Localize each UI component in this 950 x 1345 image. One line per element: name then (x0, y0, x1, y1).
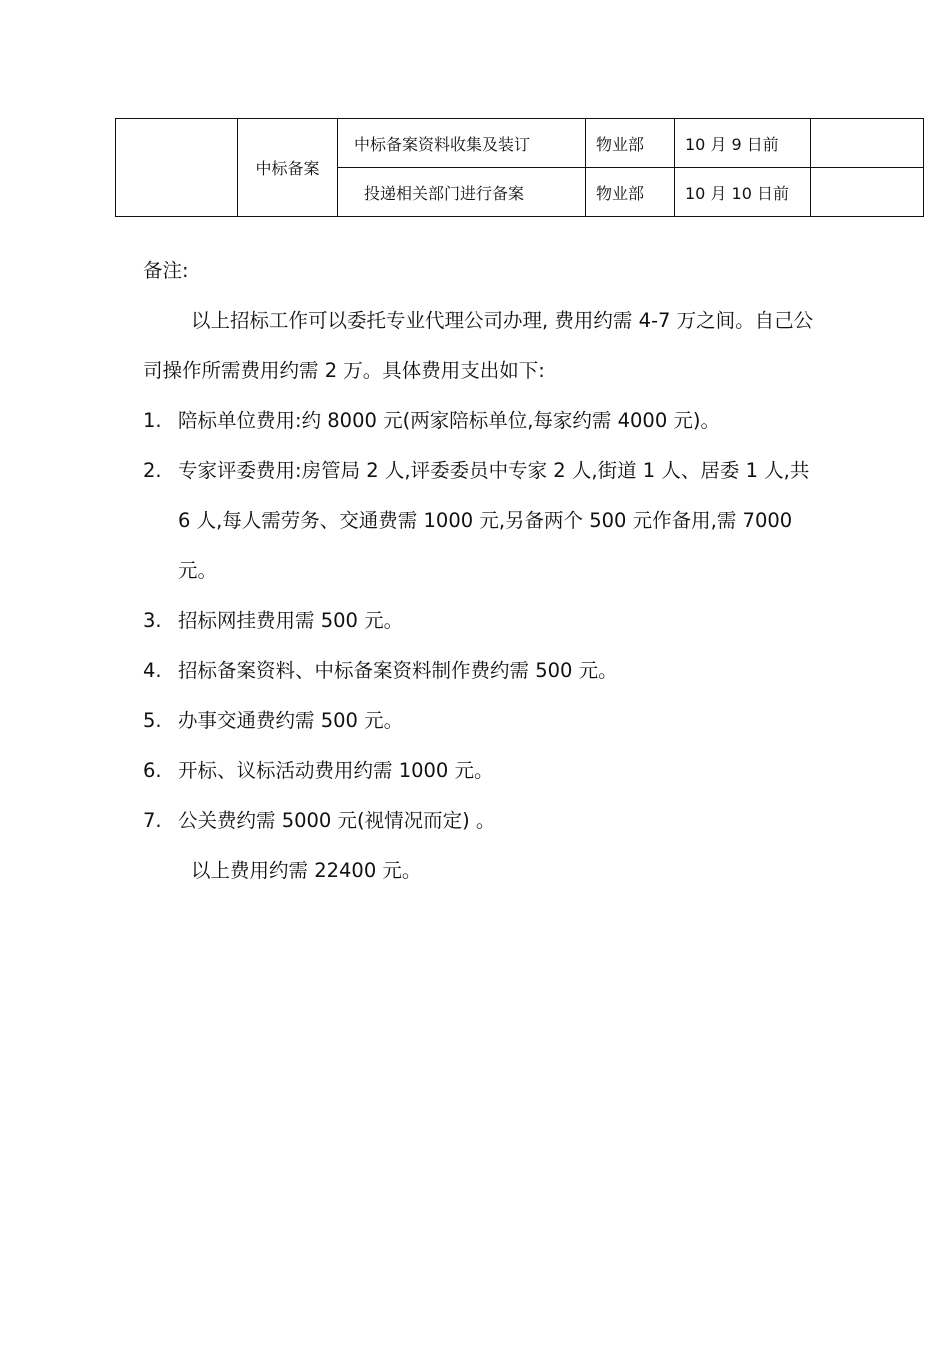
item-text: 办事交通费约需 500 元。 (178, 709, 404, 732)
department-cell: 物业部 (586, 119, 675, 168)
item-number: 7. (143, 809, 162, 832)
extra-cell (811, 168, 924, 217)
stage-cell: 中标备案 (238, 119, 338, 217)
item-number: 6. (143, 759, 162, 782)
list-item (143, 396, 823, 446)
list-item (143, 446, 823, 596)
item-text: 陪标单位费用:约 8000 元(两家陪标单位,每家约需 4000 元)。 (178, 409, 721, 432)
list-item (143, 646, 823, 696)
notes-section (143, 246, 823, 896)
list-item (143, 596, 823, 646)
task-cell: 中标备案资料收集及装订 (338, 119, 586, 168)
department-cell: 物业部 (586, 168, 675, 217)
deadline-cell: 10 月 9 日前 (675, 119, 811, 168)
table-row (116, 119, 924, 168)
list-item (143, 746, 823, 796)
item-number: 3. (143, 609, 162, 632)
item-text: 专家评委费用:房管局 2 人,评委委员中专家 2 人,街道 1 人、居委 1 人,共 6 人,每人需劳务、交通费需 1000 元,另备两个 500 元作备用,需 7000 元。 (178, 459, 810, 582)
table-cell-empty (116, 119, 238, 217)
total-line: 以上费用约需 22400 元。 (191, 859, 422, 882)
item-number: 5. (143, 709, 162, 732)
schedule-table (115, 118, 924, 217)
notes-heading: 备注: (143, 259, 189, 282)
task-cell: 投递相关部门进行备案 (338, 168, 586, 217)
item-number: 1. (143, 409, 162, 432)
item-text: 开标、议标活动费用约需 1000 元。 (178, 759, 494, 782)
item-text: 招标网挂费用需 500 元。 (178, 609, 404, 632)
notes-intro: 以上招标工作可以委托专业代理公司办理, 费用约需 4-7 万之间。自己公司操作所需费用约需 2 万。具体费用支出如下: (143, 309, 814, 382)
deadline-cell: 10 月 10 日前 (675, 168, 811, 217)
item-text: 招标备案资料、中标备案资料制作费约需 500 元。 (178, 659, 618, 682)
list-item (143, 796, 823, 846)
item-number: 2. (143, 459, 162, 482)
item-number: 4. (143, 659, 162, 682)
list-item (143, 696, 823, 746)
extra-cell (811, 119, 924, 168)
item-text: 公关费约需 5000 元(视情况而定) 。 (178, 809, 496, 832)
